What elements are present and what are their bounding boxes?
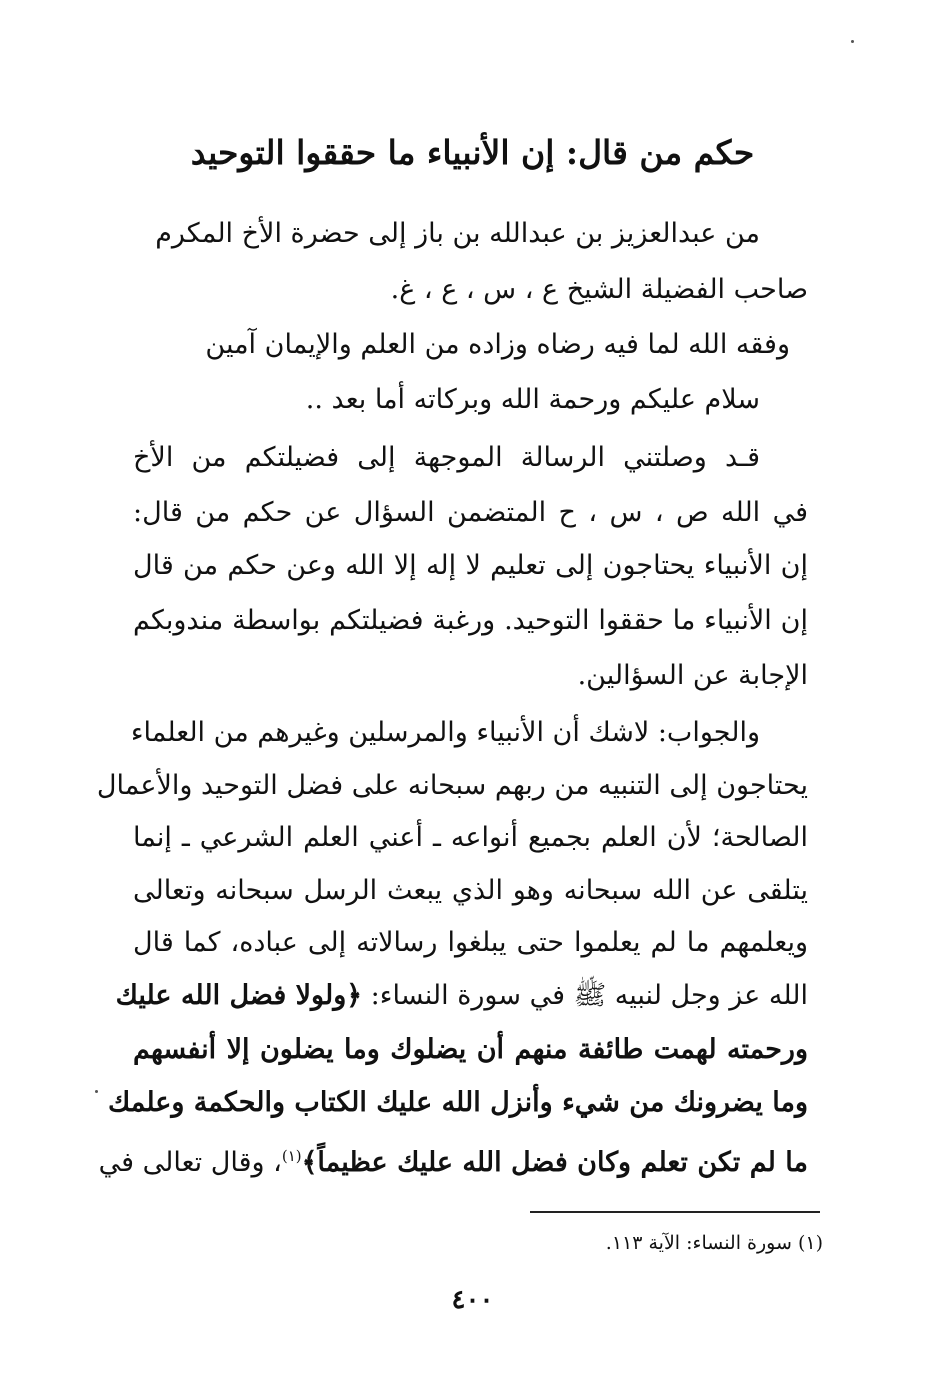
scan-speck xyxy=(95,1090,98,1093)
answer-line-2: يحتاجون إلى التنبيه من ربهم سبحانه على فضل التوحيد والأعمال xyxy=(96,770,808,801)
answer-line-3: الصالحة؛ لأن العلم بجميع أنواعه ـ أعني العلم الشرعي ـ إنما xyxy=(133,822,808,853)
para1-line-3: إن الأنبياء يحتاجون إلى تعليم لا إله إلا الله وعن حكم من قال xyxy=(133,550,808,581)
page-number: ٤٠٠ xyxy=(451,1285,494,1315)
letter-line-1: من عبدالعزيز بن عبدالله بن باز إلى حضرة الأخ المكرم xyxy=(155,218,760,249)
para1-line-1: قـد وصلتني الرسالة الموجهة إلى فضيلتكم من الأخ xyxy=(133,442,760,473)
footnote: (١) سورة النساء: الآية ١١٣. xyxy=(605,1232,823,1254)
answer-line-6 xyxy=(115,976,808,1016)
quran-quote-line-2: ورحمته لهمت طائفة منهم أن يضلوك وما يضلون إلا أنفسهم xyxy=(133,1034,808,1065)
answer-line-1: والجواب: لاشك أن الأنبياء والمرسلين وغيرهم من العلماء xyxy=(130,717,760,748)
footnote-divider xyxy=(530,1211,820,1213)
page-title: حكم من قال: إن الأنبياء ما حققوا التوحيد xyxy=(190,133,755,172)
para1-line-2: في الله ص ، س ، ح المتضمن السؤال عن حكم من قال: xyxy=(133,497,808,528)
letter-line-4: سلام عليكم ورحمة الله وبركاته أما بعد .. xyxy=(305,384,760,415)
quran-quote-line-3: وما يضرونك من شيء وأنزل الله عليك الكتاب والحكمة وعلمك xyxy=(107,1087,808,1118)
answer-line-6-text: الله عز وجل لنبيه ﷺ في سورة النساء: xyxy=(362,980,808,1011)
answer-line-9-text: ، وقال تعالى في xyxy=(98,1147,282,1178)
quran-quote-end: ما لم تكن تعلم وكان فضل الله عليك عظيماً﴾ xyxy=(301,1147,808,1178)
para1-line-5: الإجابة عن السؤالين. xyxy=(577,660,808,691)
answer-line-4: يتلقى عن الله سبحانه وهو الذي يبعث الرسل سبحانه وتعالى xyxy=(133,875,808,906)
footnote-marker: (١) xyxy=(281,1147,302,1165)
quran-quote-start: ﴿ولولا فضل الله عليك xyxy=(115,980,363,1011)
letter-line-3: وفقه الله لما فيه رضاه وزاده من العلم والإيمان آمين xyxy=(205,329,790,360)
scan-speck xyxy=(851,40,854,43)
answer-line-9 xyxy=(98,1136,808,1183)
answer-line-5: ويعلمهم ما لم يعلموا حتى يبلغوا رسالاته إلى عباده، كما قال xyxy=(133,927,808,958)
para1-line-4: إن الأنبياء ما حققوا التوحيد. ورغبة فضيلتكم بواسطة مندوبكم xyxy=(133,605,808,636)
letter-line-2: صاحب الفضيلة الشيخ ع ، س ، ع ، غ. xyxy=(390,274,808,305)
